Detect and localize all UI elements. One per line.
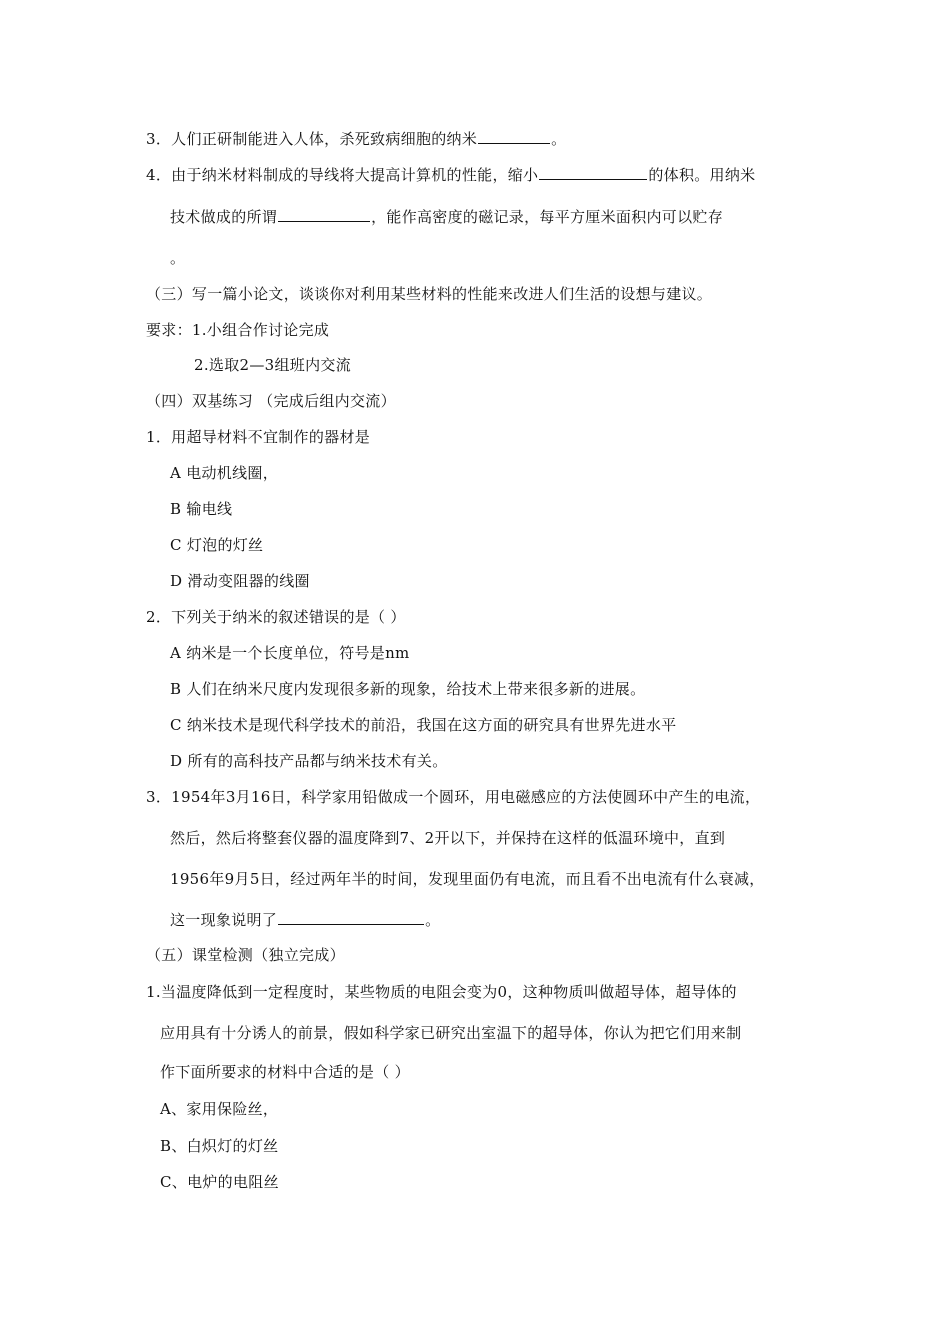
answer-blank[interactable] — [478, 128, 550, 144]
s4-q2-option-d[interactable]: D 所有的高科技产品都与纳米技术有关。 — [170, 752, 448, 770]
s5-q1-line-2: 应用具有十分诱人的前景，假如科学家已研究出室温下的超导体，你认为把它们用来制 — [160, 1024, 742, 1042]
s4-q3-line-2: 然后，然后将整套仪器的温度降到7、2开以下，并保持在这样的低温环境中，直到 — [170, 829, 726, 847]
s5-q1-line-3: 作下面所要求的材料中合适的是（ ） — [160, 1063, 410, 1081]
s4-q3-line-1: 3．1954年3月16日，科学家用铅做成一个圆环，用电磁感应的方法使圆环中产生的电流， — [146, 788, 761, 806]
s5-q1-line-1: 1.当温度降低到一定程度时，某些物质的电阻会变为0，这种物质叫做超导体，超导体的 — [146, 983, 737, 1001]
q4-line-2: 技术做成的所谓 ，能作高密度的磁记录，每平方厘米面积内可以贮存 — [170, 208, 724, 226]
answer-blank[interactable] — [278, 206, 370, 222]
section5-heading: （五）课堂检测（独立完成） — [146, 946, 345, 964]
s5-q1-option-a[interactable]: A、家用保险丝， — [160, 1100, 279, 1118]
s4-q1-option-c[interactable]: C 灯泡的灯丝 — [170, 536, 264, 554]
section3-heading: （三）写一篇小论文，谈谈你对利用某些材料的性能来改进人们生活的设想与建议。 — [146, 285, 713, 303]
answer-blank[interactable] — [278, 909, 424, 925]
section4-heading: （四）双基练习 （完成后组内交流） — [146, 392, 396, 410]
s4-q3-line-3: 1956年9月5日，经过两年半的时间，发现里面仍有电流，而且看不出电流有什么衰减， — [170, 870, 765, 888]
answer-blank[interactable] — [539, 164, 647, 180]
q3-fill-line: 3．人们正研制能进入人体，杀死致病细胞的纳米 。 — [146, 130, 567, 148]
s4-q1-option-d[interactable]: D 滑动变阻器的线圈 — [170, 572, 310, 590]
section3-requirement-1: 要求：1.小组合作讨论完成 — [146, 321, 330, 339]
s4-q2-option-a[interactable]: A 纳米是一个长度单位，符号是nm — [170, 644, 410, 662]
s4-q1-stem: 1．用超导材料不宜制作的器材是 — [146, 428, 371, 446]
s4-q2-stem: 2．下列关于纳米的叙述错误的是（ ） — [146, 608, 406, 626]
s5-q1-option-b[interactable]: B、白炽灯的灯丝 — [160, 1137, 279, 1155]
section3-requirement-2: 2.选取2—3组班内交流 — [194, 356, 351, 374]
s4-q3-line-4: 这一现象说明了 。 — [170, 911, 441, 929]
s4-q2-option-c[interactable]: C 纳米技术是现代科学技术的前沿，我国在这方面的研究具有世界先进水平 — [170, 716, 677, 734]
s4-q1-option-b[interactable]: B 输电线 — [170, 500, 233, 518]
q4-line-3: 。 — [170, 249, 186, 267]
q4-line-1: 4．由于纳米材料制成的导线将大提高计算机的性能，缩小 的体积。用纳米 — [146, 166, 756, 184]
s4-q1-option-a[interactable]: A 电动机线圈， — [170, 464, 279, 482]
s4-q2-option-b[interactable]: B 人们在纳米尺度内发现很多新的现象，给技术上带来很多新的进展。 — [170, 680, 646, 698]
s5-q1-option-c[interactable]: C、电炉的电阻丝 — [160, 1173, 279, 1191]
